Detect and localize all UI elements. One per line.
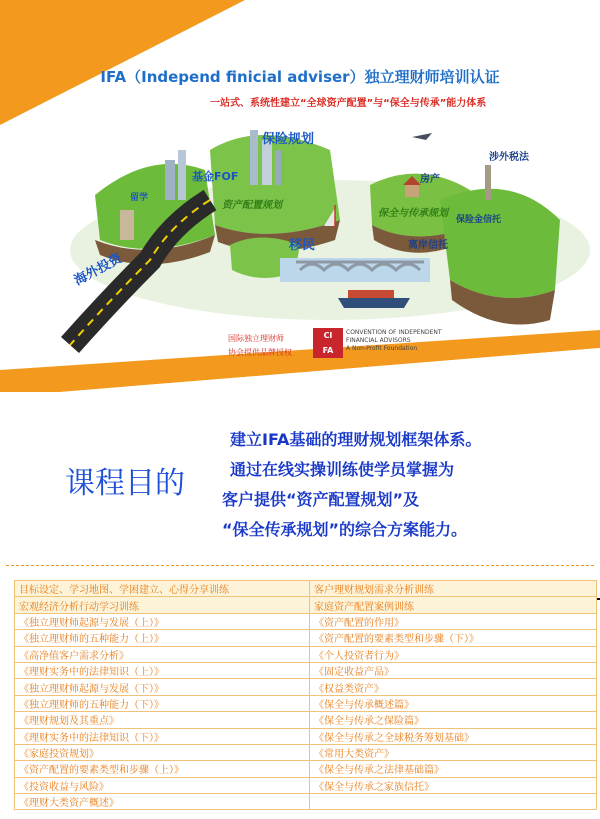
cifa-text-line: CONVENTION OF INDEPENDENT (346, 329, 442, 336)
purpose-line: “保全传承规划”的综合方案能力。 (222, 520, 468, 539)
course-cell-left: 《高净值客户需求分析》 (15, 646, 310, 662)
course-cell-right: 《保全与传承之全球税务筹划基础》 (310, 728, 597, 744)
course-cell-left: 宏观经济分析行动学习训练 (15, 597, 310, 613)
logo-caption (228, 332, 292, 360)
course-cell-right: 《个人投资者行为》 (310, 646, 597, 662)
cifa-logo-text (346, 329, 466, 353)
table-row (15, 794, 597, 810)
cifa-logo-line: CI (323, 331, 333, 340)
corner-triangle-top (0, 0, 245, 125)
course-cell-left: 《投资收益与风险》 (15, 777, 310, 793)
label-lian: 离岸信托 (408, 240, 448, 251)
course-cell-right: 家庭资产配置案例训练 (310, 597, 597, 613)
course-cell-right: 客户理财规划需求分析训练 (310, 581, 597, 597)
table-row (15, 761, 597, 777)
course-cell-left: 《理财规划及其重点》 (15, 712, 310, 728)
purpose-heading: 课程目的 (65, 466, 185, 501)
logo-caption-line: 国际独立理财师 (228, 334, 284, 343)
course-cell-right: 《资产配置的要素类型和步骤（下）》 (310, 630, 597, 646)
label-baoquan: 保全与传承规划 (378, 208, 448, 219)
table-row (15, 630, 597, 646)
course-cell-left: 《独立理财师起源与发展（下）》 (15, 679, 310, 695)
purpose-line: 客户提供“资产配置规划”及 (222, 490, 420, 509)
cifa-logo-line: FA (322, 346, 334, 355)
course-cell-left: 《家庭投资规划》 (15, 744, 310, 760)
label-baoxianjin: 保险金信托 (456, 215, 502, 225)
cifa-logo (313, 328, 343, 358)
table-row (15, 613, 597, 629)
course-cell-right: 《保全与传承之家族信托》 (310, 777, 597, 793)
label-yimin: 移民 (289, 238, 316, 253)
logo-caption-line: 协会提供品牌授权 (228, 348, 292, 357)
purpose-line: 通过在线实操训练使学员掌握为 (230, 460, 455, 479)
course-cell-right: 《资产配置的作用》 (310, 613, 597, 629)
banner-title: IFA（Independ finicial adviser）独立理财师培训认证 (100, 68, 500, 86)
table-row (15, 777, 597, 793)
course-cell-right: 《保全与传承之法律基础篇》 (310, 761, 597, 777)
course-table (14, 580, 597, 810)
course-cell-left: 《理财大类资产概述》 (15, 794, 310, 810)
label-zichan: 资产配置规划 (222, 200, 282, 211)
label-liuxue: 留学 (130, 193, 149, 203)
course-cell-left: 《独立理财师的五种能力（下）》 (15, 695, 310, 711)
course-cell-left: 《独立理财师起源与发展（上）》 (15, 613, 310, 629)
table-row (15, 662, 597, 678)
course-cell-left: 《理财实务中的法律知识（下）》 (15, 728, 310, 744)
purpose-line: 建立IFA基础的理财规划框架体系。 (230, 430, 482, 449)
cifa-text-line: A Non-Profit Foundation (346, 345, 418, 352)
course-cell-left: 《独立理财师的五种能力（上）》 (15, 630, 310, 646)
table-row (15, 597, 597, 613)
label-baoxian: 保险规划 (262, 132, 315, 147)
table-row (15, 744, 597, 760)
banner-subtitle: 一站式、系统性建立“全球资产配置”与“保全与传承”能力体系 (210, 98, 487, 109)
table-row (15, 646, 597, 662)
table-row (15, 695, 597, 711)
course-cell-right: 《保全与传承概述篇》 (310, 695, 597, 711)
course-cell-right: 《保全与传承之保险篇》 (310, 712, 597, 728)
dashed-divider (6, 565, 594, 566)
label-jijin: 基金FOF (192, 170, 239, 183)
label-fangchan: 房产 (420, 174, 440, 185)
course-cell-left: 《资产配置的要素类型和步骤（上）》 (15, 761, 310, 777)
course-cell-left: 《理财实务中的法律知识（上）》 (15, 662, 310, 678)
course-cell-right (310, 794, 597, 810)
table-row (15, 679, 597, 695)
label-sheshui: 涉外税法 (489, 152, 529, 163)
course-cell-right: 《固定收益产品》 (310, 662, 597, 678)
banner (0, 0, 600, 400)
table-row (15, 712, 597, 728)
course-cell-right: 《常用大类资产》 (310, 744, 597, 760)
label-haiwai: 海外投资 (71, 251, 125, 289)
cifa-text-line: FINANCIAL ADVISORS (346, 337, 411, 344)
table-row (15, 581, 597, 597)
banner-illustration (0, 0, 600, 400)
course-cell-right: 《权益类资产》 (310, 679, 597, 695)
table-row (15, 728, 597, 744)
purpose-text (222, 425, 482, 545)
course-cell-left: 目标设定、学习地图、学困建立、心得分享训练 (15, 581, 310, 597)
